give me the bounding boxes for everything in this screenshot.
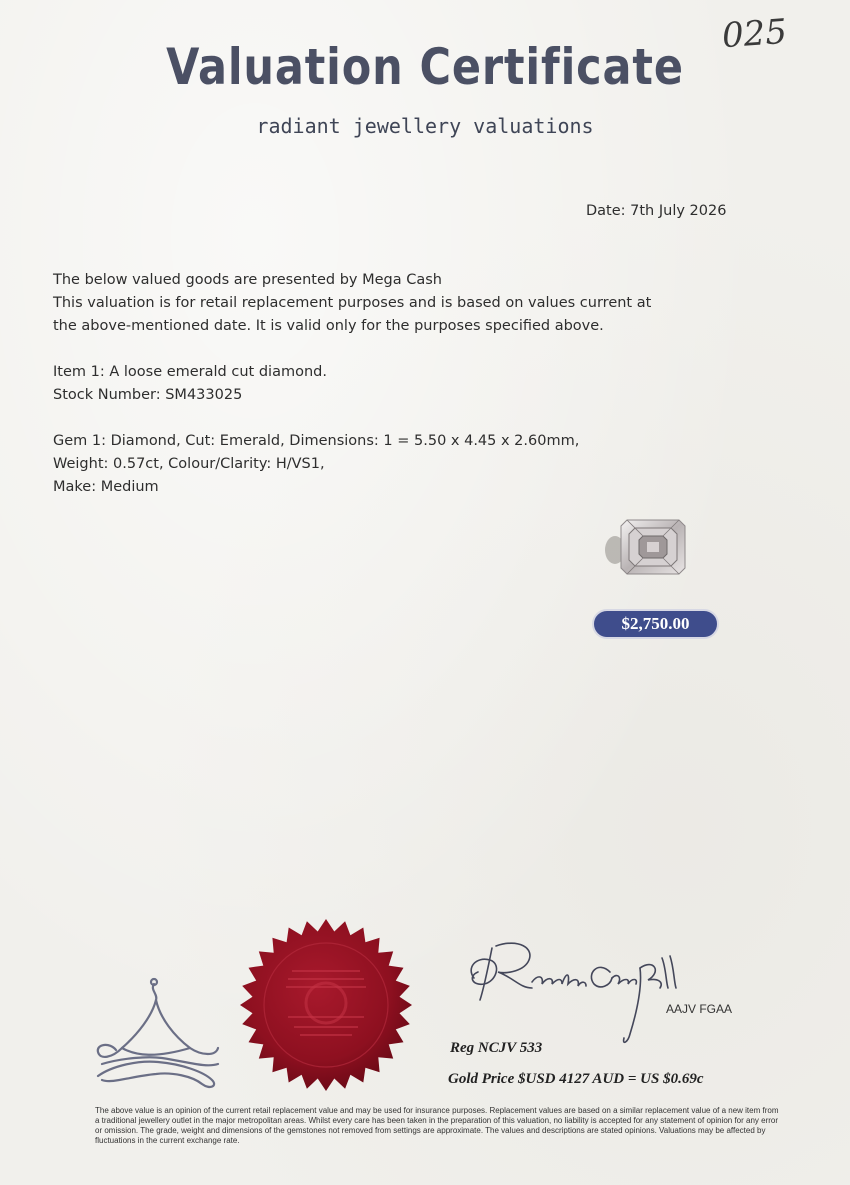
intro-paragraph (53, 269, 673, 338)
gem-line-2: Weight: 0.57ct, Colour/Clarity: H/VS1, (53, 456, 325, 472)
item-description: Item 1: A loose emerald cut diamond. (53, 364, 327, 380)
intro-line-3: the above-mentioned date. It is valid only for the purposes specified above. (53, 318, 604, 334)
gem-details (53, 430, 579, 499)
gem-line-1: Gem 1: Diamond, Cut: Emerald, Dimensions: 1 = 5.50 x 4.45 x 2.60mm, (53, 433, 580, 449)
certificate-date: Date: 7th July 2026 (586, 203, 727, 219)
flourish-ornament (92, 976, 227, 1091)
gem-line-3: Make: Medium (53, 479, 159, 495)
page-title: Valuation Certificate (166, 38, 684, 96)
wax-seal (238, 917, 414, 1093)
intro-line-1: The below valued goods are presented by Mega Cash (53, 272, 442, 288)
registration-number: Reg NCJV 533 (450, 1040, 543, 1056)
item-block (53, 361, 327, 407)
valuation-price: $2,750.00 (592, 609, 719, 639)
intro-line-2: This valuation is for retail replacement purposes and is based on values current at (53, 295, 652, 311)
stock-number: Stock Number: SM433025 (53, 387, 243, 403)
gold-price-line: Gold Price $USD 4127 AUD = US $0.69c (448, 1071, 704, 1087)
page-subtitle: radiant jewellery valuations (256, 114, 594, 138)
disclaimer-text: The above value is an opinion of the current retail replacement value and may be used for insurance purposes. Replacement values are based on a similar replacement value of a new item from a traditional jewellery outlet in the major metropolitan areas. Whilst every care has been taken in the preparation of this valuation, no liability is accepted for any statement of opinion for any error or omission. The grade, weight and dimensions of the gemstones not removed from settings are approximate. The values and descriptions are stated opinions. Valuations may be affected by fluctuations in the current exchange rate. (95, 1106, 779, 1145)
handwritten-number: 025 (720, 11, 789, 57)
diamond-image (603, 516, 689, 578)
signer-qualifications: AAJV FGAA (666, 1002, 733, 1016)
